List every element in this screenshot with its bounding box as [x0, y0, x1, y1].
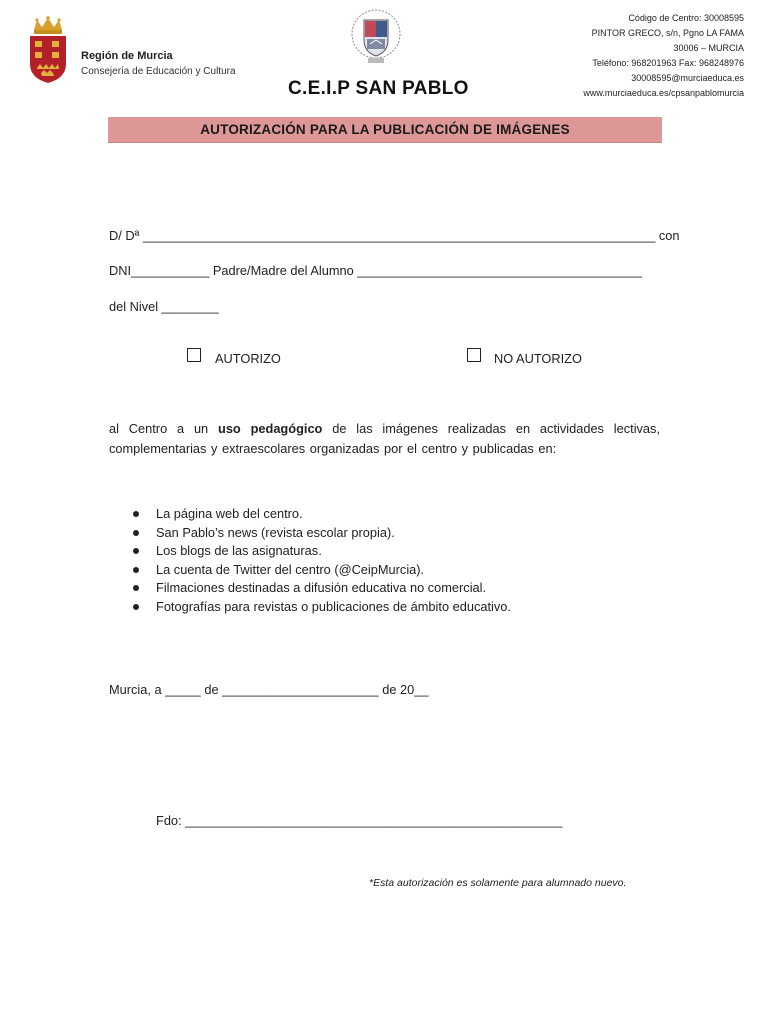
date-line[interactable]: Murcia, a _____ de ______________________ de 20__ [109, 682, 429, 697]
list-item-text: Filmaciones destinadas a difusión educativa no comercial. [156, 580, 487, 596]
list-item [131, 524, 511, 543]
school-postcode: 30006 – MURCIA [673, 43, 744, 53]
list-item-text: Los blogs de las asignaturas. [156, 543, 322, 559]
region-department: Consejería de Educación y Cultura [81, 66, 236, 77]
paragraph-text-end: de las imágenes realizadas en actividades lectivas, complementarias y extraescolares organizadas por el centro y publicadas en: [109, 421, 661, 456]
murcia-crest-icon [28, 16, 68, 84]
authorize-checkbox[interactable] [187, 348, 201, 362]
bullet-icon [133, 585, 139, 591]
authorize-label: AUTORIZO [215, 351, 281, 366]
paragraph-bold-text: uso pedagógico [218, 421, 323, 436]
document-title: AUTORIZACIÓN PARA LA PUBLICACIÓN DE IMÁGENES [200, 122, 570, 137]
school-code: Código de Centro: 30008595 [628, 13, 744, 23]
list-item [131, 561, 511, 580]
region-name: Región de Murcia [81, 50, 173, 62]
contact-block [583, 11, 744, 101]
list-item [131, 579, 511, 598]
bullet-icon [133, 567, 139, 573]
list-item [131, 598, 511, 617]
school-phone-fax: Teléfono: 968201963 Fax: 968248976 [592, 58, 744, 68]
not-authorize-checkbox[interactable] [467, 348, 481, 362]
signature-line[interactable]: Fdo: _____________________________________________________ [156, 813, 563, 828]
paragraph-text-start: al Centro a un [109, 421, 218, 436]
bullet-icon [133, 530, 139, 536]
list-item [131, 542, 511, 561]
level-line[interactable]: del Nivel ________ [109, 299, 219, 314]
not-authorize-label: NO AUTORIZO [494, 351, 582, 366]
dni-student-line[interactable]: DNI___________ Padre/Madre del Alumno ________________________________________ [109, 263, 642, 278]
school-name: C.E.I.P SAN PABLO [288, 78, 469, 99]
bullet-icon [133, 604, 139, 610]
list-item-text: San Pablo’s news (revista escolar propia). [156, 524, 395, 540]
footnote: *Esta autorización es solamente para alumnado nuevo. [369, 877, 627, 889]
parent-name-line[interactable]: D/ Dª ________________________________________________________________________ con [109, 228, 680, 243]
title-bar [108, 117, 662, 143]
list-item-text: Fotografías para revistas o publicaciones de ámbito educativo. [156, 598, 511, 614]
school-address: PINTOR GRECO, s/n, Pgno LA FAMA [591, 28, 744, 38]
authorization-paragraph [109, 419, 660, 459]
list-item-text: La página web del centro. [156, 506, 303, 521]
publication-channels-list [131, 505, 511, 617]
school-email: 30008595@murciaeduca.es [631, 73, 744, 83]
list-item [131, 505, 511, 524]
school-website: www.murciaeduca.es/cpsanpablomurcia [583, 88, 744, 98]
school-seal-icon [350, 6, 402, 68]
bullet-icon [133, 548, 139, 554]
list-item-text: La cuenta de Twitter del centro (@CeipMurcia). [156, 561, 425, 577]
bullet-icon [133, 511, 139, 517]
